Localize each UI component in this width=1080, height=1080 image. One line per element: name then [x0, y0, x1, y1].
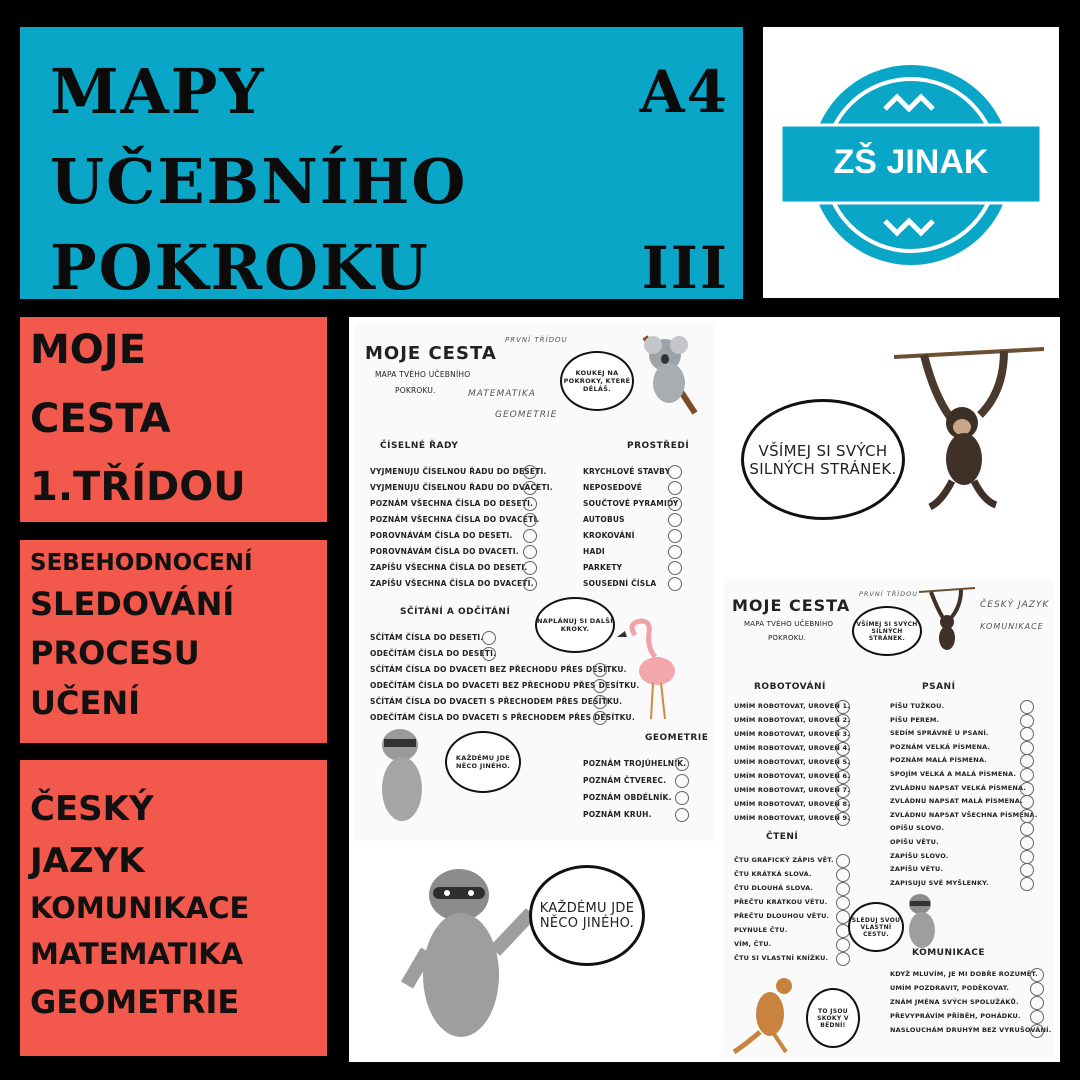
sheet2-psani-checkbox[interactable]	[1020, 822, 1034, 836]
sheet1-prostredi-item: SOUČTOVÉ PYRAMIDY	[583, 499, 679, 508]
sheet1-subject2: GEOMETRIE	[495, 410, 558, 420]
sheet1-geometrie-item: POZNÁM TROJÚHELNÍK.	[583, 759, 687, 768]
sheet1-sec-prostredi: PROSTŘEDÍ	[627, 441, 690, 451]
sheet2-psani-item: OPÍŠU SLOVO.	[890, 824, 945, 833]
title-banner	[20, 27, 743, 304]
sheet2-cteni-checkbox[interactable]	[836, 882, 850, 896]
sheet1-scitani-item: ODEČÍTÁM ČÍSLA DO DVACETI S PŘECHODEM PŘES DESÍTKU.	[370, 713, 635, 722]
panel3-line-2: JAZYK	[30, 841, 145, 881]
sheet1-koala-bubble: KOUKEJ NA POKROKY, KTERÉ DĚLÁŠ.	[560, 351, 634, 411]
sheet2-komunikace-item: PŘEVYPRÁVÍM PŘÍBĚH, POHÁDKU.	[890, 1012, 1021, 1020]
sheet2-sec-cteni: ČTENÍ	[766, 832, 799, 842]
logo-panel	[763, 27, 1059, 298]
sheet2-psani-checkbox[interactable]	[1020, 877, 1034, 891]
sheet2-psani-item: ZAPÍŠU SLOVO.	[890, 851, 949, 860]
sheet1-ciselne-checkbox[interactable]	[523, 465, 537, 479]
sheet1-prostredi-item: PARKETY	[583, 563, 623, 572]
monkey-bubble: VŠÍMEJ SI SVÝCH SILNÝCH STRÁNEK.	[741, 399, 905, 520]
panel1-line-1: MOJE	[30, 327, 147, 373]
sheet2-monkey-bubble: VŠÍMEJ SI SVÝCH SILNÝCH STRÁNEK.	[852, 606, 922, 656]
sheet1-ciselne-item: VYJMENUJU ČÍSELNOU ŘADU DO DESETI.	[370, 467, 547, 476]
sheet2-subtitle1: MAPA TVÉHO UČEBNÍHO	[744, 620, 834, 628]
panel3-line-4: MATEMATIKA	[30, 937, 244, 971]
worksheet-math	[355, 323, 715, 841]
sheet2-kangaroo-bubble: TO JSOU SKOKY V BĚDNÍ!	[806, 988, 860, 1048]
sheet2-psani-item: OPÍŠU VĚTU.	[890, 838, 939, 846]
panel2-line-1: SEBEHODNOCENÍ	[30, 550, 253, 576]
sheet2-psani-item: ZAPÍŠU VĚTU.	[890, 865, 944, 874]
sheet2-title: MOJE CESTA	[732, 596, 851, 615]
sheet2-psani-item: POZNÁM VELKÁ PÍSMENA.	[890, 742, 991, 751]
sheet1-ciselne-item: VYJMENUJU ČÍSELNOU ŘADU DO DVACETI.	[370, 483, 553, 492]
panel3-line-3: KOMUNIKACE	[30, 891, 250, 925]
sheet1-sec-scitani: SČÍTÁNÍ A ODČÍTÁNÍ	[400, 607, 511, 617]
sheet1-prostredi-checkbox[interactable]	[668, 465, 682, 479]
sheet1-prostredi-checkbox[interactable]	[668, 577, 682, 591]
sheet2-robot-item: UMÍM ROBOTOVAT, UROVEŇ 5.	[734, 758, 850, 766]
sheet2-robot-checkbox[interactable]	[836, 728, 850, 742]
sheet1-prostredi-checkbox[interactable]	[668, 497, 682, 511]
koala-illustration	[635, 327, 715, 417]
panel-sebehodnoceni	[20, 540, 327, 743]
format-label: A4	[639, 58, 729, 126]
panel-moje-cesta	[20, 317, 327, 522]
sheet2-komunikace-item: UMÍM POZDRAVIT, PODĚKOVAT.	[890, 984, 1010, 992]
sheet1-scitani-checkbox[interactable]	[482, 647, 496, 661]
sheet1-ciselne-item: POROVNÁVÁM ČÍSLA DO DVACETI.	[370, 547, 519, 556]
sheet1-ciselne-checkbox[interactable]	[523, 545, 537, 559]
sheet1-ciselne-item: ZAPÍŠU VŠECHNA ČÍSLA DO DESETI.	[370, 563, 528, 572]
panel2-line-2: SLEDOVÁNÍ	[30, 585, 235, 623]
sheet2-cteni-checkbox[interactable]	[836, 938, 850, 952]
sheet2-psani-checkbox[interactable]	[1020, 809, 1034, 823]
sheet1-prostredi-checkbox[interactable]	[668, 545, 682, 559]
sheet2-robot-checkbox[interactable]	[836, 784, 850, 798]
sheet1-scitani-item: SČÍTÁM ČÍSLA DO DVACETI S PŘECHODEM PŘES DESÍTKU.	[370, 697, 623, 706]
flamingo-illustration	[617, 615, 687, 725]
sheet1-scitani-checkbox[interactable]	[593, 679, 607, 693]
sheet2-cteni-checkbox[interactable]	[836, 854, 850, 868]
sheet2-robot-item: UMÍM ROBOTOVAT, UROVEŇ 8.	[734, 800, 850, 808]
sheet1-geometrie-item: POZNÁM OBDÉLNÍK.	[583, 793, 672, 802]
sheet1-geometrie-checkbox[interactable]	[675, 808, 689, 822]
sheet2-psani-checkbox[interactable]	[1020, 741, 1034, 755]
sheet2-sec-robot: ROBOTOVÁNÍ	[754, 682, 826, 692]
sheet2-komunikace-item: NASLOUCHÁM DRUHÝM BEZ VYRUŠOVÁNÍ.	[890, 1026, 1052, 1034]
sheet2-robot-item: UMÍM ROBOTOVAT, UROVEŇ 7.	[734, 786, 850, 794]
kangaroo-illustration	[730, 966, 810, 1056]
sheet1-prostredi-checkbox[interactable]	[668, 513, 682, 527]
small-monkey-illustration	[919, 584, 975, 659]
sheet2-robot-checkbox[interactable]	[836, 714, 850, 728]
sheet2-robot-checkbox[interactable]	[836, 798, 850, 812]
sheet2-komunikace-item: ZNÁM JMÉNA SVÝCH SPOLUŽÁKŮ.	[890, 998, 1019, 1006]
sheet2-komunikace-checkbox[interactable]	[1030, 982, 1044, 996]
sheet1-ciselne-checkbox[interactable]	[523, 529, 537, 543]
title-line-2: UČEBNÍHO	[50, 145, 468, 218]
sheet1-scitani-checkbox[interactable]	[593, 695, 607, 709]
logo-text: ZŠ JINAK	[833, 143, 989, 181]
sheet2-psani-item: SEDÍM SPRÁVNĚ U PSANÍ.	[890, 729, 989, 738]
sheet2-psani-checkbox[interactable]	[1020, 850, 1034, 864]
sheet2-robot-item: UMÍM ROBOTOVAT, UROVEŇ 9.	[734, 814, 850, 822]
sheet2-cteni-item: PŘEČTU KRÁTKOU VĚTU.	[734, 898, 828, 906]
sheet2-subtitle2: POKROKU.	[768, 634, 807, 642]
sheet1-geometrie-checkbox[interactable]	[675, 791, 689, 805]
sheet1-sec-ciselne: ČÍSELNÉ ŘADY	[380, 441, 459, 451]
raccoon-bubble: KAŽDÉMU JDE NĚCO JINÉHO.	[529, 865, 645, 966]
sheet2-robot-item: UMÍM ROBOTOVAT, UROVEŇ 2.	[734, 716, 850, 724]
sheet2-cteni-checkbox[interactable]	[836, 896, 850, 910]
sheet2-cteni-checkbox[interactable]	[836, 868, 850, 882]
sheet2-psani-checkbox[interactable]	[1020, 782, 1034, 796]
sheet1-raccoon-bubble: KAŽDÉMU JDE NĚCO JINÉHO.	[445, 731, 521, 793]
sheet2-cteni-checkbox[interactable]	[836, 952, 850, 966]
sheet2-sec-komunikace: KOMUNIKACE	[912, 948, 986, 958]
sheet1-subject1: MATEMATIKA	[468, 389, 536, 399]
sheet2-subject2: KOMUNIKACE	[980, 622, 1044, 631]
panel2-line-3: PROCESU	[30, 634, 200, 672]
sheet1-prostredi-checkbox[interactable]	[668, 561, 682, 575]
sheet1-geometrie-checkbox[interactable]	[675, 774, 689, 788]
sheet1-ciselne-checkbox[interactable]	[523, 497, 537, 511]
sheet1-title: MOJE CESTA	[365, 343, 497, 364]
sheet1-scitani-checkbox[interactable]	[482, 631, 496, 645]
title-line-1: MAPY	[50, 55, 266, 128]
volume-label: III	[641, 234, 729, 302]
sheet2-cteni-item: PLYNULE ČTU.	[734, 926, 788, 934]
sheet2-komunikace-item: KDYŽ MLUVÍM, JE MI DOBŘE ROZUMĚT.	[890, 970, 1038, 978]
sheet1-ciselne-item: POZNÁM VŠECHNA ČÍSLA DO DESETI.	[370, 499, 534, 508]
worksheet-czech	[724, 580, 1054, 1058]
sheet2-robot-checkbox[interactable]	[836, 742, 850, 756]
sheet2-psani-checkbox[interactable]	[1020, 768, 1034, 782]
sheet1-prostredi-item: HADI	[583, 547, 605, 556]
sheet1-ciselne-item: POROVNÁVÁM ČÍSLA DO DESETI.	[370, 531, 513, 540]
tiny-raccoon-illustration	[900, 892, 944, 950]
sheet1-sec-geometrie: GEOMETRIE	[645, 733, 709, 743]
small-raccoon-illustration	[370, 723, 435, 833]
monkey-illustration	[894, 331, 1044, 521]
sheet1-ciselne-checkbox[interactable]	[523, 577, 537, 591]
sheet2-sec-psani: PSANÍ	[922, 682, 956, 692]
sheet2-psani-checkbox[interactable]	[1020, 700, 1034, 714]
sheet1-grade: PRVNÍ TŘÍDOU	[505, 336, 568, 344]
sheet2-psani-checkbox[interactable]	[1020, 727, 1034, 741]
sheet1-subtitle2: POKROKU.	[395, 386, 436, 395]
title-line-3: POKROKU	[50, 231, 430, 304]
sheet2-psani-item: ZVLÁDNU NAPSAT MALÁ PÍSMENA.	[890, 797, 1023, 806]
sheet1-prostredi-item: KRYCHLOVÉ STAVBY	[583, 467, 671, 476]
sheet2-raccoon-bubble: SLEDUJ SVOU VLASTNÍ CESTU.	[848, 902, 904, 952]
sheet1-prostredi-item: KROKOVÁNÍ	[583, 531, 635, 540]
sheet1-ciselne-checkbox[interactable]	[523, 513, 537, 527]
sheet2-robot-item: UMÍM ROBOTOVAT, UROVEŇ 4.	[734, 744, 850, 752]
sheet2-psani-checkbox[interactable]	[1020, 754, 1034, 768]
panel3-line-5: GEOMETRIE	[30, 983, 240, 1021]
sheet2-komunikace-checkbox[interactable]	[1030, 968, 1044, 982]
sheet2-robot-checkbox[interactable]	[836, 812, 850, 826]
worksheet-preview	[349, 317, 1060, 1062]
sheet1-scitani-item: ODEČÍTÁM ČÍSLA DO DVACETI BEZ PŘECHODU PŘES DESÍTKU.	[370, 681, 640, 690]
sheet2-psani-item: PÍŠU TUŽKOU.	[890, 702, 945, 710]
sheet1-prostredi-item: SOUSEDNÍ ČÍSLA	[583, 579, 657, 588]
sheet2-komunikace-checkbox[interactable]	[1030, 1010, 1044, 1024]
sheet1-geometrie-checkbox[interactable]	[675, 757, 689, 771]
sheet1-prostredi-item: NEPOSEDOVÉ	[583, 483, 643, 492]
sheet2-robot-item: UMÍM ROBOTOVAT, UROVEŇ 6.	[734, 772, 850, 780]
sheet2-robot-checkbox[interactable]	[836, 770, 850, 784]
sheet1-scitani-checkbox[interactable]	[593, 711, 607, 725]
sheet2-psani-checkbox[interactable]	[1020, 836, 1034, 850]
sheet2-psani-item: POZNÁM MALÁ PÍSMENA.	[890, 756, 987, 765]
sheet2-psani-checkbox[interactable]	[1020, 863, 1034, 877]
sheet1-scitani-item: ODEČÍTÁM ČÍSLA DO DESETI.	[370, 649, 497, 658]
sheet1-scitani-item: SČÍTÁM ČÍSLA DO DVACETI BEZ PŘECHODU PŘES DESÍTKU.	[370, 665, 627, 674]
sheet2-psani-item: ZVLÁDNU NAPSAT VŠECHNA PÍSMENA.	[890, 810, 1038, 819]
sheet1-prostredi-item: AUTOBUS	[583, 515, 625, 524]
sheet1-scitani-checkbox[interactable]	[593, 663, 607, 677]
raccoon-illustration	[399, 855, 539, 1050]
panel3-line-1: ČESKÝ	[30, 789, 154, 829]
sheet1-ciselne-item: POZNÁM VŠECHNA ČÍSLA DO DVACETI.	[370, 515, 540, 524]
sheet2-cteni-item: PŘEČTU DLOUHOU VĚTU.	[734, 912, 830, 920]
sheet2-cteni-item: ČTU DLOUHÁ SLOVA.	[734, 884, 814, 892]
sheet1-flamingo-bubble: NAPLÁNUJ SI DALŠÍ KROKY.	[535, 597, 615, 653]
sheet2-psani-checkbox[interactable]	[1020, 795, 1034, 809]
sheet2-robot-checkbox[interactable]	[836, 756, 850, 770]
sheet2-psani-item: PÍŠU PEREM.	[890, 715, 940, 724]
sheet2-robot-item: UMÍM ROBOTOVAT, UROVEŇ 1.	[734, 702, 850, 710]
sheet1-ciselne-checkbox[interactable]	[523, 561, 537, 575]
sheet2-cteni-item: VÍM, ČTU.	[734, 940, 772, 948]
sheet2-robot-checkbox[interactable]	[836, 700, 850, 714]
sheet2-komunikace-checkbox[interactable]	[1030, 996, 1044, 1010]
sheet1-prostredi-checkbox[interactable]	[668, 481, 682, 495]
panel2-line-4: UČENÍ	[30, 684, 141, 722]
panel-subjects	[20, 760, 327, 1056]
sheet2-subject1: ČESKÝ JAZYK	[980, 600, 1050, 610]
sheet2-psani-item: ZVLÁDNU NAPSAT VELKÁ PÍSMENA.	[890, 783, 1027, 792]
sheet2-grade: PRVNÍ TŘÍDOU	[859, 590, 919, 598]
sheet1-scitani-item: SČÍTÁM ČÍSLA DO DESETI.	[370, 633, 484, 642]
sheet2-psani-checkbox[interactable]	[1020, 714, 1034, 728]
sheet1-ciselne-item: ZAPÍŠU VŠECHNA ČÍSLA DO DVACETI.	[370, 579, 534, 588]
panel1-line-2: CESTA	[30, 396, 171, 442]
sheet2-cteni-item: ČTU GRAFICKÝ ZÁPIS VĚT.	[734, 856, 834, 864]
sheet1-geometrie-item: POZNÁM KRUH.	[583, 810, 652, 819]
sheet1-ciselne-checkbox[interactable]	[523, 481, 537, 495]
sheet2-cteni-item: ČTU KRÁTKÁ SLOVA.	[734, 870, 812, 878]
sheet1-prostredi-checkbox[interactable]	[668, 529, 682, 543]
panel1-line-3: 1.TŘÍDOU	[30, 464, 246, 510]
sheet2-psani-item: SPOJÍM VELKÁ A MALÁ PÍSMENA.	[890, 770, 1017, 778]
sheet1-geometrie-item: POZNÁM ČTVEREC.	[583, 776, 667, 785]
sheet2-komunikace-checkbox[interactable]	[1030, 1024, 1044, 1038]
sheet2-robot-item: UMÍM ROBOTOVAT, UROVEŇ 3.	[734, 730, 850, 738]
sheet2-psani-item: ZAPISUJU SVÉ MYŠLENKY.	[890, 878, 989, 887]
sheet2-cteni-item: ČTU SI VLASTNÍ KNÍŽKU.	[734, 954, 829, 962]
sheet1-subtitle1: MAPA TVÉHO UČEBNÍHO	[375, 370, 471, 379]
